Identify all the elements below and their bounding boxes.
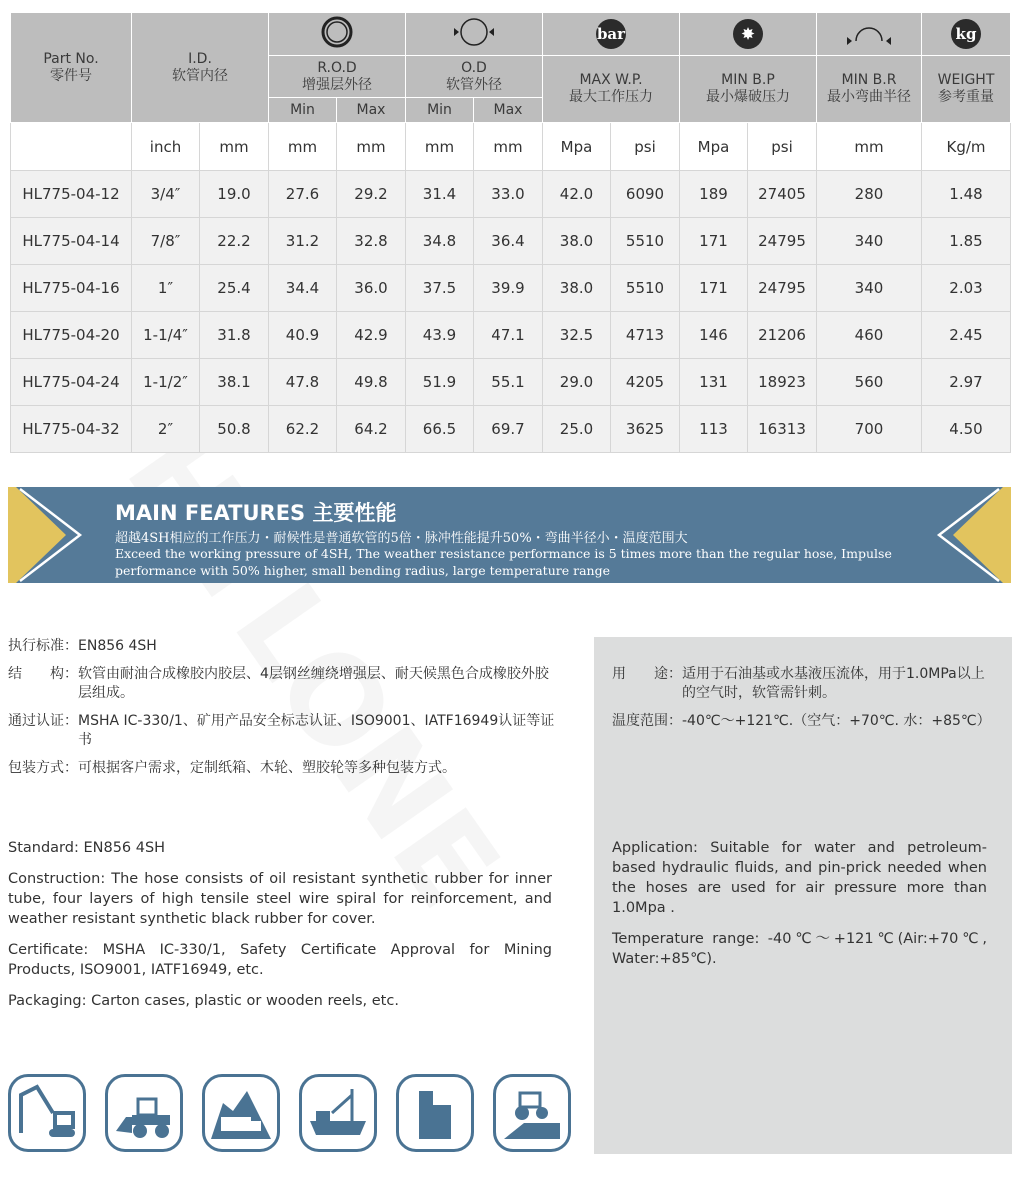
value-cell: 1-1/4″	[132, 312, 200, 359]
spec-line	[612, 665, 992, 703]
value-cell: 38.0	[543, 265, 611, 312]
part-number-cell: HL775-04-32	[11, 406, 132, 453]
table-row	[11, 359, 1011, 406]
banner-text-zh: 超越4SH相应的工作压力・耐候性是普通软管的5倍・脉冲性能提升50%・弯曲半径小・温度范围大	[115, 531, 688, 546]
packaging-text: Packaging: Carton cases, plastic or wooden reels, etc.	[8, 993, 399, 1009]
header-br: MIN B.R 最小弯曲半径	[817, 56, 922, 123]
ship-icon	[299, 1074, 377, 1152]
spec-table	[10, 12, 1011, 453]
value-cell: 171	[680, 265, 748, 312]
spec-label: 通过认证：	[8, 713, 78, 729]
value-cell: 27.6	[269, 171, 337, 218]
table-row	[11, 171, 1011, 218]
application-text: Application: Suitable for water and petroleum-based hydraulic fluids, and pin-prick needed when the hoses are used for air pressure more than 1.0Mpa .	[612, 840, 987, 916]
value-cell: 2.03	[922, 265, 1011, 312]
value-cell: 21206	[748, 312, 817, 359]
part-number-cell: HL775-04-12	[11, 171, 132, 218]
spec-label: 结 构：	[8, 666, 78, 682]
header-bp: MIN B.P 最小爆破压力	[680, 56, 817, 123]
value-cell: 33.0	[474, 171, 543, 218]
unit-cell: mm	[817, 123, 922, 171]
banner-text-en: Exceed the working pressure of 4SH, The weather resistance performance is 5 times more than the regular hose, Impulse performance with 50% higher, small bending radius, large temperature range	[115, 546, 892, 578]
value-cell: 36.4	[474, 218, 543, 265]
value-cell: 31.8	[200, 312, 269, 359]
value-cell: 4713	[611, 312, 680, 359]
value-cell: 47.8	[269, 359, 337, 406]
spec-zh-left	[8, 637, 558, 787]
banner-title: MAIN FEATURES 主要性能	[115, 501, 397, 525]
part-number-cell: HL775-04-14	[11, 218, 132, 265]
value-cell: 36.0	[337, 265, 406, 312]
spec-value: 适用于石油基或水基液压流体，用于1.0MPa以上的空气时，软管需针刺。	[682, 666, 985, 701]
value-cell: 40.9	[269, 312, 337, 359]
value-cell: 19.0	[200, 171, 269, 218]
header-od: O.D 软管外径	[406, 56, 543, 98]
header-id: I.D. 软管内径	[132, 13, 269, 123]
value-cell: 69.7	[474, 406, 543, 453]
bend-radius-icon	[817, 13, 922, 56]
main-features-banner	[8, 487, 1011, 583]
value-cell: 340	[817, 218, 922, 265]
mining-truck-icon	[202, 1074, 280, 1152]
value-cell: 5510	[611, 265, 680, 312]
value-cell: 31.2	[269, 218, 337, 265]
value-cell: 189	[680, 171, 748, 218]
value-cell: 25.4	[200, 265, 269, 312]
unit-cell: inch	[132, 123, 200, 171]
value-cell: 460	[817, 312, 922, 359]
spec-line	[8, 759, 558, 778]
value-cell: 38.0	[543, 218, 611, 265]
unit-cell: mm	[337, 123, 406, 171]
table-row	[11, 406, 1011, 453]
spec-value: 可根据客户需求，定制纸箱、木轮、塑胶轮等多种包装方式。	[78, 760, 456, 776]
value-cell: 1.48	[922, 171, 1011, 218]
wheel-loader-icon	[105, 1074, 183, 1152]
value-cell: 700	[817, 406, 922, 453]
value-cell: 49.8	[337, 359, 406, 406]
value-cell: 22.2	[200, 218, 269, 265]
header-min: Min	[269, 98, 337, 123]
value-cell: 32.5	[543, 312, 611, 359]
rod-icon	[269, 13, 406, 56]
value-cell: 29.2	[337, 171, 406, 218]
unit-cell: Mpa	[543, 123, 611, 171]
header-max: Max	[474, 98, 543, 123]
tractor-farm-icon	[493, 1074, 571, 1152]
spec-value: EN856 4SH	[78, 638, 157, 654]
unit-cell: mm	[474, 123, 543, 171]
certificate-text: Certificate: MSHA IC-330/1, Safety Certificate Approval for Mining Products, ISO9001, IATF16949, etc.	[8, 942, 552, 978]
table-row	[11, 218, 1011, 265]
unit-cell: mm	[269, 123, 337, 171]
unit-cell: psi	[611, 123, 680, 171]
value-cell: 560	[817, 359, 922, 406]
spec-line	[8, 712, 558, 750]
value-cell: 18923	[748, 359, 817, 406]
value-cell: 27405	[748, 171, 817, 218]
value-cell: 24795	[748, 265, 817, 312]
spec-value: 软管由耐油合成橡胶内胶层、4层钢丝缠绕增强层、耐天候黑色合成橡胶外胶层组成。	[78, 666, 549, 701]
value-cell: 1-1/2″	[132, 359, 200, 406]
value-cell: 51.9	[406, 359, 474, 406]
value-cell: 4.50	[922, 406, 1011, 453]
value-cell: 32.8	[337, 218, 406, 265]
value-cell: 1″	[132, 265, 200, 312]
value-cell: 34.4	[269, 265, 337, 312]
unit-cell: mm	[200, 123, 269, 171]
value-cell: 62.2	[269, 406, 337, 453]
standard-text: Standard: EN856 4SH	[8, 840, 166, 856]
value-cell: 31.4	[406, 171, 474, 218]
spec-en-left	[8, 838, 552, 1022]
value-cell: 3625	[611, 406, 680, 453]
excavator-icon	[8, 1074, 86, 1152]
value-cell: 171	[680, 218, 748, 265]
burst-icon: ✸	[733, 19, 763, 49]
value-cell: 146	[680, 312, 748, 359]
value-cell: 2.45	[922, 312, 1011, 359]
value-cell: 7/8″	[132, 218, 200, 265]
unit-cell: psi	[748, 123, 817, 171]
value-cell: 6090	[611, 171, 680, 218]
unit-cell: mm	[406, 123, 474, 171]
header-weight: WEIGHT 参考重量	[922, 56, 1011, 123]
value-cell: 66.5	[406, 406, 474, 453]
value-cell: 24795	[748, 218, 817, 265]
value-cell: 1.85	[922, 218, 1011, 265]
header-min: Min	[406, 98, 474, 123]
value-cell: 340	[817, 265, 922, 312]
spec-line	[8, 665, 558, 703]
value-cell: 113	[680, 406, 748, 453]
value-cell: 34.8	[406, 218, 474, 265]
part-number-cell: HL775-04-24	[11, 359, 132, 406]
temperature-text: Temperature range: -40℃～+121℃(Air:+70℃, Water:+85℃).	[612, 931, 987, 967]
application-icons	[8, 1074, 571, 1152]
spec-value: -40℃～+121℃.（空气：+70℃. 水：+85℃）	[682, 713, 991, 729]
od-icon	[406, 13, 543, 56]
header-rod: R.O.D 增强层外径	[269, 56, 406, 98]
value-cell: 38.1	[200, 359, 269, 406]
units-row	[11, 123, 1011, 171]
value-cell: 5510	[611, 218, 680, 265]
header-part-no: Part No. 零件号	[11, 13, 132, 123]
value-cell: 47.1	[474, 312, 543, 359]
value-cell: 2.97	[922, 359, 1011, 406]
value-cell: 16313	[748, 406, 817, 453]
spec-label: 包装方式：	[8, 760, 78, 776]
value-cell: 42.9	[337, 312, 406, 359]
header-wp: MAX W.P. 最大工作压力	[543, 56, 680, 123]
spec-label: 执行标准：	[8, 638, 78, 654]
spec-value: MSHA IC-330/1、矿用产品安全标志认证、ISO9001、IATF16949认证等证书	[78, 713, 555, 748]
bar-icon: bar	[596, 19, 626, 49]
value-cell: 43.9	[406, 312, 474, 359]
value-cell: 131	[680, 359, 748, 406]
table-row	[11, 265, 1011, 312]
value-cell: 55.1	[474, 359, 543, 406]
kg-icon: kg	[951, 19, 981, 49]
part-number-cell: HL775-04-16	[11, 265, 132, 312]
spec-label: 用 途：	[612, 666, 682, 682]
unit-cell: Mpa	[680, 123, 748, 171]
value-cell: 50.8	[200, 406, 269, 453]
construction-text: Construction: The hose consists of oil resistant synthetic rubber for inner tube, four layers of high tensile steel wire spiral for reinforcement, and weather resistant synthetic black rubber for cover.	[8, 871, 552, 927]
value-cell: 39.9	[474, 265, 543, 312]
spec-line	[612, 712, 992, 731]
spec-label: 温度范围：	[612, 713, 682, 729]
value-cell: 3/4″	[132, 171, 200, 218]
table-row	[11, 312, 1011, 359]
value-cell: 280	[817, 171, 922, 218]
value-cell: 4205	[611, 359, 680, 406]
value-cell: 25.0	[543, 406, 611, 453]
unit-cell: Kg/m	[922, 123, 1011, 171]
value-cell: 42.0	[543, 171, 611, 218]
building-icon	[396, 1074, 474, 1152]
spec-line	[8, 637, 558, 656]
value-cell: 29.0	[543, 359, 611, 406]
value-cell: 64.2	[337, 406, 406, 453]
spec-en-right	[612, 838, 987, 980]
value-cell: 37.5	[406, 265, 474, 312]
value-cell: 2″	[132, 406, 200, 453]
header-max: Max	[337, 98, 406, 123]
part-number-cell: HL775-04-20	[11, 312, 132, 359]
spec-zh-right	[612, 665, 992, 740]
